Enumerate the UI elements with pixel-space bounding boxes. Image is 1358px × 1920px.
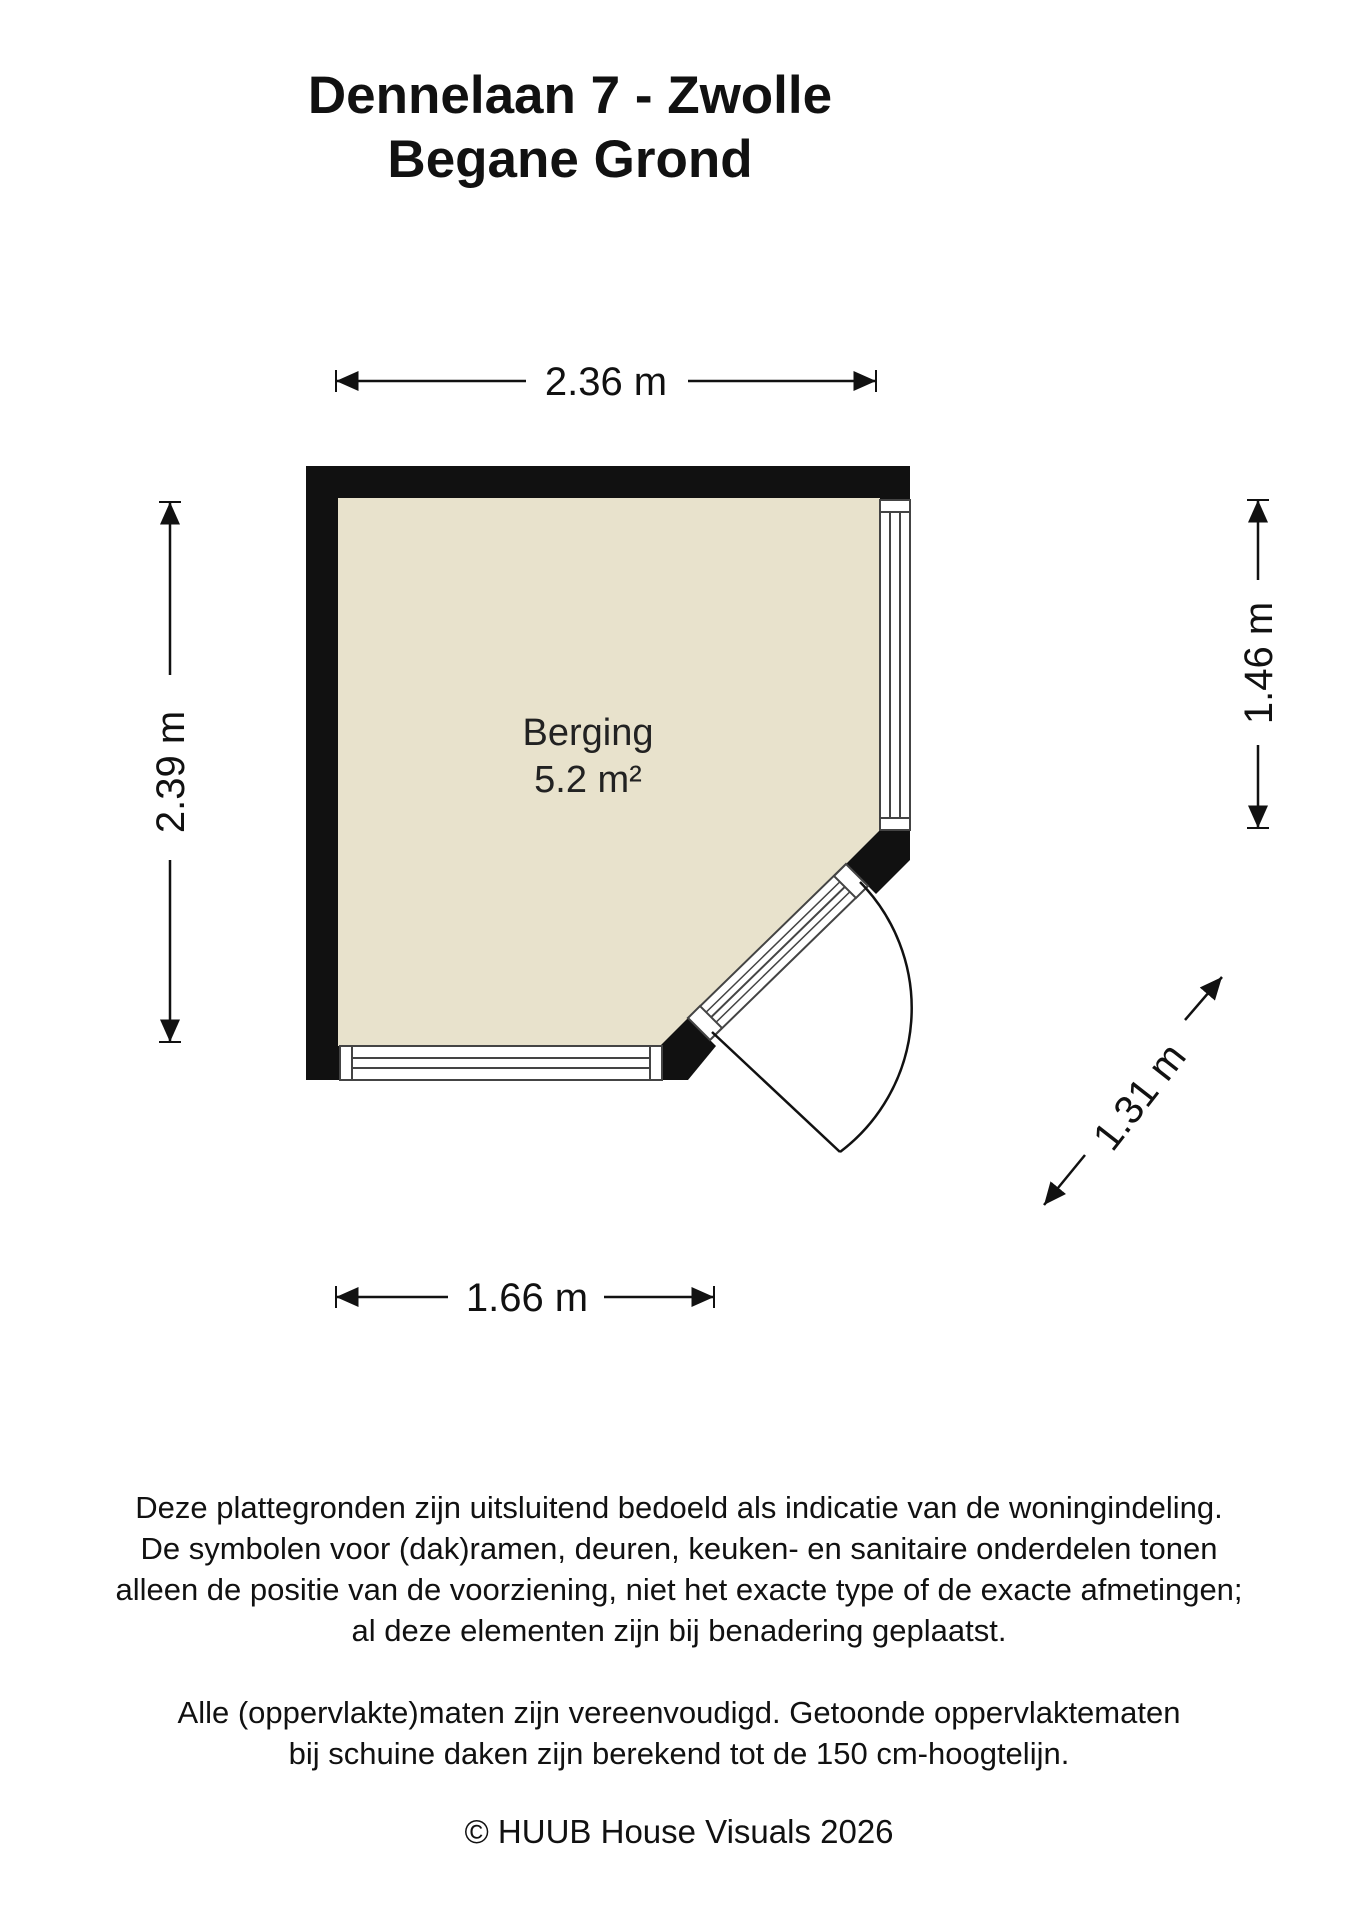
disclaimer-line: Deze plattegronden zijn uitsluitend bedoeld als indicatie van de woningindeling.	[135, 1490, 1223, 1525]
dimension-top	[336, 360, 876, 404]
disclaimer-line: De symbolen voor (dak)ramen, deuren, keuken- en sanitaire onderdelen tonen	[140, 1531, 1218, 1566]
disclaimer	[0, 1487, 1358, 1774]
door-leaf	[712, 1032, 840, 1152]
dimension-diagonal	[1044, 977, 1222, 1205]
disclaimer-line: Alle (oppervlakte)maten zijn vereenvoudigd. Getoonde oppervlaktematen	[177, 1695, 1181, 1730]
dimension-bottom	[336, 1276, 714, 1320]
wall-right-top-cap	[880, 466, 910, 500]
spacer	[0, 1651, 1358, 1692]
floor-title: Begane Grond	[387, 130, 753, 189]
dimension-right-label: 1.46 m	[1237, 601, 1281, 725]
dimension-diagonal-label: 1.31 m	[1084, 1035, 1195, 1159]
address-title: Dennelaan 7 - Zwolle	[307, 66, 833, 125]
room-area: 5.2 m²	[534, 759, 642, 801]
wall-left	[306, 466, 338, 1080]
disclaimer-line: bij schuine daken zijn berekend tot de 150 cm-hoogtelijn.	[288, 1736, 1070, 1771]
copyright: © HUUB House Visuals 2026	[464, 1813, 894, 1850]
room-name: Berging	[522, 712, 654, 754]
window-bottom	[340, 1046, 662, 1080]
wall-top	[306, 466, 910, 498]
dimension-bottom-label: 1.66 m	[465, 1276, 589, 1320]
window-right	[880, 500, 910, 830]
disclaimer-line: al deze elementen zijn bij benadering geplaatst.	[351, 1613, 1007, 1648]
wall-bottom-corner	[306, 1046, 340, 1080]
disclaimer-line: alleen de positie van de voorziening, niet het exacte type of de exacte afmetingen;	[115, 1572, 1243, 1607]
dimension-left-label: 2.39 m	[149, 710, 193, 834]
door-swing-arc	[840, 882, 912, 1152]
dimension-right	[1237, 500, 1281, 828]
dimension-top-label: 2.36 m	[544, 360, 668, 404]
dimension-left	[149, 502, 193, 1042]
